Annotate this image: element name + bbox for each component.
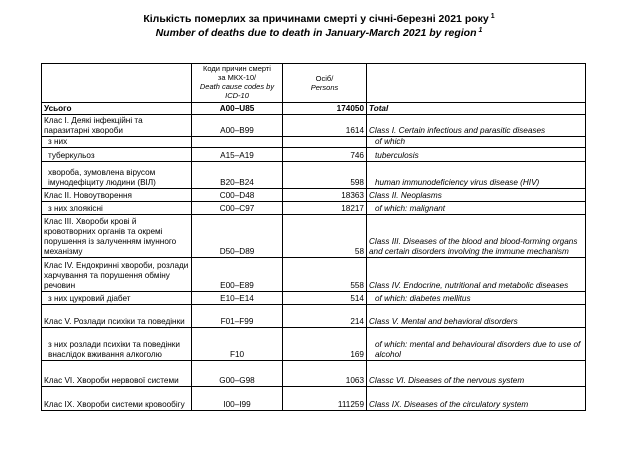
row-label-en: of which: diabetes mellitus: [367, 292, 586, 305]
title-english-text: Number of deaths due to death in January-March 2021 by region: [155, 27, 477, 39]
row-code: A00–B99: [192, 115, 283, 137]
table-row: [42, 148, 586, 162]
row-code: D50–D89: [192, 215, 283, 258]
header-code-en-2: ICD-10: [225, 91, 249, 100]
row-value: 598: [283, 162, 367, 189]
row-code: C00–D48: [192, 189, 283, 202]
row-label-ua: Клас V. Розлади психіки та поведінки: [42, 305, 192, 328]
row-label-ua: Клас II. Новоутворення: [42, 189, 192, 202]
title-english: [0, 27, 638, 39]
row-value: 18363: [283, 189, 367, 202]
row-label-en: human immunodeficiency virus disease (HIV): [367, 162, 586, 189]
row-code: E10–E14: [192, 292, 283, 305]
row-label-ua: Клас IV. Ендокринні хвороби, розлади харчування та порушення обміну речовин: [42, 258, 192, 292]
row-value: 174050: [283, 103, 367, 115]
row-label-en: Class III. Diseases of the blood and blood-forming organs and certain disorders involving the immune mechanism: [367, 215, 586, 258]
header-persons: [283, 64, 367, 103]
row-code: G00–G98: [192, 361, 283, 387]
row-code: F10: [192, 328, 283, 361]
row-value: 514: [283, 292, 367, 305]
row-label-en: Class V. Mental and behavioral disorders: [367, 305, 586, 328]
row-label-en: Class I. Certain infectious and parasitic diseases: [367, 115, 586, 137]
row-value: 58: [283, 215, 367, 258]
table-row: [42, 202, 586, 215]
header-cell-blank-right: [367, 64, 586, 103]
row-code: [192, 137, 283, 148]
row-label-en: of which: [367, 137, 586, 148]
table-row: [42, 137, 586, 148]
table-row: [42, 103, 586, 115]
header-code-ua-2: за МКХ-10/: [217, 73, 257, 82]
header-persons-ua: Осіб/: [315, 74, 334, 83]
row-label-ua: з них: [42, 137, 192, 148]
row-label-ua: Клас IX. Хвороби системи кровообігу: [42, 387, 192, 411]
row-code: B20–B24: [192, 162, 283, 189]
row-code: F01–F99: [192, 305, 283, 328]
row-value: 1614: [283, 115, 367, 137]
row-label-en: Classc VI. Diseases of the nervous system: [367, 361, 586, 387]
table-row: [42, 215, 586, 258]
row-code: C00–C97: [192, 202, 283, 215]
row-label-ua: Клас VI. Хвороби нервової системи: [42, 361, 192, 387]
row-label-en: Class II. Neoplasms: [367, 189, 586, 202]
row-value: [283, 137, 367, 148]
row-value: 746: [283, 148, 367, 162]
row-label-ua: з них розлади психіки та поведінки внаслідок вживання алкоголю: [42, 328, 192, 361]
row-label-ua: з них цукровий діабет: [42, 292, 192, 305]
table-row: [42, 361, 586, 387]
row-label-en: Class IX. Diseases of the circulatory system: [367, 387, 586, 411]
header-persons-en: Persons: [310, 83, 339, 92]
footnote-mark: 1: [490, 13, 495, 20]
row-label-ua: Клас III. Хвороби крові й кровотворних органів та окремі порушення із залученням імунного механізму: [42, 215, 192, 258]
deaths-table: [41, 63, 586, 411]
row-value: 214: [283, 305, 367, 328]
header-code-en-1: Death cause codes by: [199, 82, 275, 91]
row-value: 558: [283, 258, 367, 292]
row-label-en: Class IV. Endocrine, nutritional and metabolic diseases: [367, 258, 586, 292]
row-code: A15–A19: [192, 148, 283, 162]
title-ukrainian-text: Кількість померлих за причинами смерті у січні-березні 2021 року: [143, 13, 489, 25]
table-row: [42, 189, 586, 202]
title-ukrainian: [0, 13, 638, 25]
table-row: [42, 292, 586, 305]
row-label-ua: туберкульоз: [42, 148, 192, 162]
row-code: I00–I99: [192, 387, 283, 411]
row-value: 169: [283, 328, 367, 361]
header-code-ua-1: Коди причин смерті: [203, 64, 271, 73]
footnote-mark: 1: [478, 27, 483, 34]
row-value: 18217: [283, 202, 367, 215]
table-row: [42, 258, 586, 292]
row-label-en: of which: malignant: [367, 202, 586, 215]
row-label-ua: з них злоякісні: [42, 202, 192, 215]
header-cell-blank: [42, 64, 192, 103]
row-code: A00–U85: [192, 103, 283, 115]
row-label-en: tuberculosis: [367, 148, 586, 162]
row-value: 1063: [283, 361, 367, 387]
header-code: [192, 64, 283, 103]
row-value: 111259: [283, 387, 367, 411]
row-label-ua: хвороба, зумовлена вірусом імунодефіциту людини (ВІЛ): [42, 162, 192, 189]
row-label-ua: Усього: [42, 103, 192, 115]
row-label-ua: Клас I. Деякі інфекційні та паразитарні хвороби: [42, 115, 192, 137]
table-row: [42, 115, 586, 137]
row-code: E00–E89: [192, 258, 283, 292]
table-row: [42, 387, 586, 411]
table-row: [42, 305, 586, 328]
header-row: [42, 64, 586, 103]
table-row: [42, 162, 586, 189]
table-row: [42, 328, 586, 361]
row-label-en: Total: [367, 103, 586, 115]
row-label-en: of which: mental and behavioural disorders due to use of alcohol: [367, 328, 586, 361]
